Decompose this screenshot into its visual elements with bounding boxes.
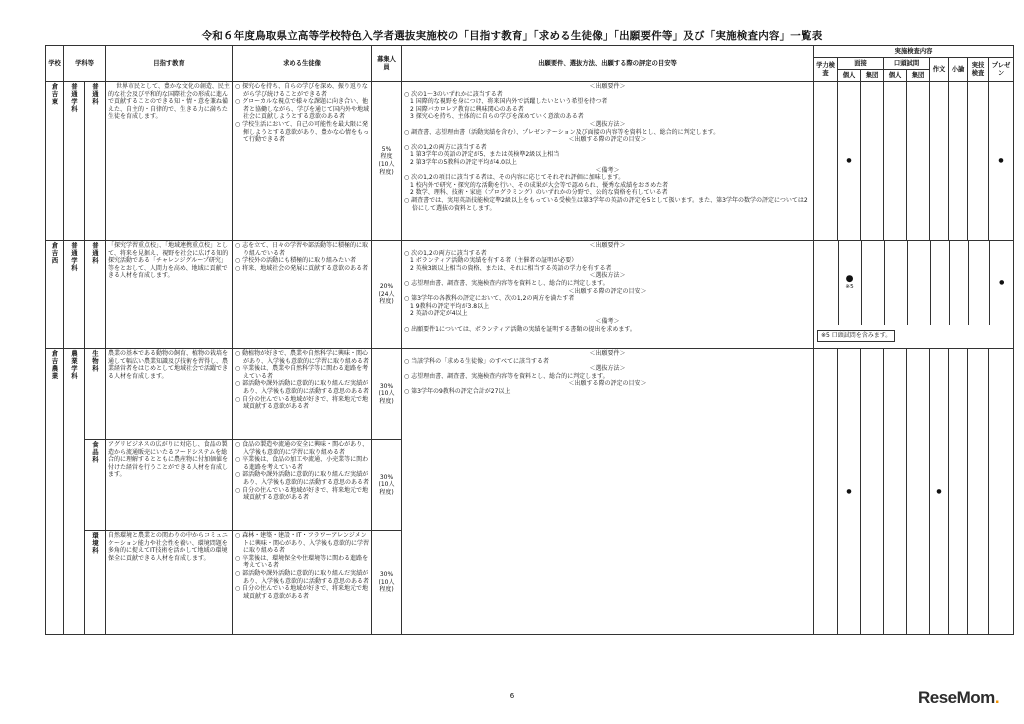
student-item: ○ 自分の住んでいる地域が好きで、将来地元で地域貢献する意欲がある者 <box>235 486 369 502</box>
mark-interview-group <box>861 82 884 241</box>
student-profile <box>233 241 372 349</box>
dept-name: 普通科 <box>85 241 106 349</box>
mark-oral-individual <box>884 82 907 241</box>
student-item: ○ 志を立て、日々の学習や部活動等に積極的に取り組んでいる者 <box>235 242 369 257</box>
requirements-heading: ＜選抜方法＞ <box>589 120 626 128</box>
requirements <box>402 241 814 349</box>
requirements-line: 2 英語の評定が4以上 <box>410 310 468 318</box>
mark-skill <box>968 349 989 635</box>
student-item: ○ 将来、地域社会の発展に貢献する意欲のある者 <box>235 264 369 272</box>
student-item: ○ 探究心を持ち、自らの学びを深め、振り返りながら学び続けることができる者 <box>235 83 368 98</box>
student-item: ○ 自分の住んでいる地域が好きで、将来地元で地域貢献する意欲がある者 <box>235 585 369 600</box>
mark-oral-individual <box>884 349 907 635</box>
requirements-line: 2 数学、理科、技術・家庭（プログラミング）のいずれかの分野で、公的な資格を有している者 <box>410 189 668 197</box>
student-profile <box>233 349 372 440</box>
requirements-line: ○ 出願要件1については、ボランティア活動の実績を証明する書類の提出を求めます。 <box>404 325 636 333</box>
quota: 30% (10人 程度) <box>372 531 402 635</box>
school-name: 倉吉農業 <box>46 349 64 635</box>
requirements-line: 1 ボランティア活動の実績を有する者（主催者の証明が必要） <box>410 257 578 265</box>
goal-text: 自然環境と農業との関わりの中からコミュニケーション能力や社会性を養い、環境問題を多角的に捉えてIT技術を活かして地域の環境保全に貢献できる人材を育成します。 <box>106 531 233 635</box>
header-dept: 学科等 <box>64 46 106 82</box>
quota: 20% (24人 程度) <box>372 241 402 349</box>
requirements-line: ○ 次の1,2の両方に該当する者 <box>404 143 487 151</box>
student-profile <box>233 440 372 531</box>
school-name: 倉吉西 <box>46 241 64 349</box>
requirements-line: ○ 調査書、志望理由書（活動実績を含む）、プレゼンテーション及び面接の内容等を資料とし、総合的に判定します。 <box>404 128 720 136</box>
header-oral: 口頭試問 <box>884 58 930 70</box>
requirements-heading: ＜出願する際の評定の目安＞ <box>568 380 647 388</box>
requirements-heading: ＜選抜方法＞ <box>589 365 626 373</box>
mark-short-essay <box>949 241 968 325</box>
header-interview-individual: 個人 <box>838 70 861 82</box>
dept-name: 生物科 <box>85 349 106 440</box>
requirements-line: ○ 次の1,2の両方に該当する者 <box>404 249 487 257</box>
header-academic: 学力検査 <box>814 58 838 82</box>
requirements-line: ○ 志望理由書、調査書、実施検査内容等を資料とし、総合的に判定します。 <box>404 279 609 287</box>
requirements <box>402 349 814 635</box>
school-name: 倉吉東 <box>46 82 64 241</box>
page-number: 6 <box>509 692 515 700</box>
student-item: ○ 部活動や課外活動に意欲的に取り組んだ実績があり、入学後も意欲的に活動する意思のある者 <box>235 380 370 395</box>
course-name: 普通学科 <box>64 241 85 349</box>
requirements <box>402 82 814 241</box>
student-profile <box>233 82 372 241</box>
mark-presentation: ● <box>989 82 1014 241</box>
header-short-essay: 小論 <box>949 58 968 82</box>
mark-essay <box>930 82 949 241</box>
requirements-line: 3 探究心を持ち、主体的に自らの学びを深めていく意欲のある者 <box>410 113 584 121</box>
header-quota: 募集人員 <box>372 46 402 82</box>
mark-presentation: ● <box>999 279 1005 287</box>
mark-oral-group <box>907 82 930 241</box>
course-name: 農業学科 <box>64 349 85 635</box>
quota: 30% (10人 程度) <box>372 349 402 440</box>
table-row <box>46 82 1014 241</box>
course-name: 普通学科 <box>64 82 85 241</box>
goal-text: 世界市民として、豊かな文化の創造、民主的な社会及び平和的な国際社会の形成に進んで貢献することのできる知・情・意を兼ね備えた、自主的・自律的で、生きる力に満ちた生徒を育成します。 <box>106 82 233 241</box>
requirements-line: ○ 次の1,2の項目に該当する者は、その内容に応じてそれぞれ評価に加味します。 <box>404 174 625 182</box>
table-row <box>46 241 1014 349</box>
student-item: ○ 卒業後は、環境保全や住環境等に関わる進路を考えている者 <box>235 554 369 570</box>
mark-skill <box>968 241 989 325</box>
mark-presentation <box>989 349 1014 635</box>
requirements-line: ○ 調査書では、実用英語技能検定準2級以上をもっている受検生は第3学年の英語の評定を5として扱います。また、第3学年の数学の評定については2倍にして選抜の資料とします。 <box>404 196 808 212</box>
mark-academic <box>814 241 838 325</box>
selection-table <box>45 45 1014 635</box>
student-item: ○ 卒業後は、食品の加工や流通、小売業等に関わる進路を考えている者 <box>235 456 369 471</box>
header-essay: 作文 <box>930 58 949 82</box>
mark-interview-group <box>861 241 884 325</box>
quota: 5% 程度 (10人 程度) <box>372 82 402 241</box>
requirements-line: 1 第3学年の英語の評定が5、または英検準2級以上相当 <box>410 151 560 159</box>
requirements-line: 2 英検3級以上相当の資格、または、それに相当する英語の学力を有する者 <box>410 264 612 272</box>
header-school: 学校 <box>46 46 64 82</box>
mark-interview-individual: ● <box>838 349 861 635</box>
mark-short-essay <box>949 349 968 635</box>
student-item: ○ 食品の製造や流通の安全に興味・関心があり、入学後も意欲的に学習に取り組める者 <box>235 441 369 456</box>
goal-text: 農業の基本である動物の飼育、植物の栽培を通して幅広い農業知識及び技術を習得し、農業経営者をはじめとして地域社会で活躍できる人材を育成します。 <box>106 349 233 440</box>
student-item: ○ グローカルな視点で様々な課題に向き合い、他者と協働しながら、学びを通じて国内外や地域社会に貢献しようとする意欲のある者 <box>235 98 370 121</box>
student-item: ○ 学校生活において、自己の可能性を最大限に発揮しようとする意欲があり、豊かな心情をもって行動できる者 <box>235 120 370 144</box>
dept-name: 普通科 <box>85 82 106 241</box>
goal-text: アグリビジネスの広がりに対応し、食品の製造から流通販売にいたるフードシステムを総合的に理解するとともに農産物に付加価値を付けた経営を行うことができる人材を育成します。 <box>106 440 233 531</box>
goal-text: 「探究学習重点校」、「地域連携重点校」として、将来を見据え、視野を社会に広げる知的探究活動である「チャレンジグループ研究」等をとおして、人間力を高め、地域に貢献できる人材を育成します。 <box>106 241 233 349</box>
mark-interview-individual: ● <box>838 82 861 241</box>
header-exam: 実施検査内容 <box>814 46 1014 58</box>
header-requirements: 出願要件、選抜方法、出願する際の評定の目安等 <box>402 46 814 82</box>
requirements-line: ○ 第3学年の各教科の評定において、次の1,2の両方を満たす者 <box>404 295 575 303</box>
mark-academic <box>814 349 838 635</box>
requirements-heading: ＜選抜方法＞ <box>589 272 626 280</box>
dept-name: 環境科 <box>85 531 106 635</box>
student-profile <box>233 531 372 635</box>
mark-essay: ● <box>930 349 949 635</box>
mark-interview-individual: ● ※5 <box>838 241 861 325</box>
header-interview-group: 集団 <box>861 70 884 82</box>
header-presentation: プレゼン <box>989 58 1014 82</box>
quota: 30% (10人 程度) <box>372 440 402 531</box>
requirements-heading: ＜出願する際の評定の目安＞ <box>568 287 647 295</box>
mark-academic <box>814 82 838 241</box>
student-item: ○ 卒業後は、農業や自然科学等に関わる進路を考えている者 <box>235 365 369 380</box>
requirements-heading: ＜備考＞ <box>595 166 620 174</box>
header-oral-group: 集団 <box>907 70 930 82</box>
requirements-line: ○ 志望理由書、調査書、実施検査内容等を資料とし、総合的に判定します。 <box>404 372 609 380</box>
mark-skill <box>968 82 989 241</box>
header-interview: 面接 <box>838 58 884 70</box>
student-item: ○ 森林・建築・建設・IT・フラワーアレンジメントに興味・関心があり、入学後も意欲的に学習に取り組める者 <box>235 532 370 555</box>
mark-essay <box>930 241 949 325</box>
mark-interview-group <box>861 349 884 635</box>
requirements-line: ○ 当該学科の「求める生徒像」のすべてに該当する者 <box>404 357 550 365</box>
student-item: ○ 自分の住んでいる地域が好きで、将来地元で地域貢献する意欲がある者 <box>235 395 369 411</box>
requirements-line: 2 国際バカロレア教育に興味関心のある者 <box>410 105 524 113</box>
requirements-line: 1 9教科の評定平均が3.8以上 <box>410 302 490 310</box>
requirements-line: 2 第3学年の5教科の評定平均が4.0以上 <box>410 158 517 166</box>
header-student: 求める生徒像 <box>233 46 372 82</box>
header-skill: 実技検査 <box>968 58 989 82</box>
resemom-logo: ReseMom. <box>918 688 1000 707</box>
mark-footnote-ref: ※5 <box>845 283 854 290</box>
table-row <box>46 349 1014 440</box>
exam-cells <box>814 241 1014 349</box>
student-item: ○ 部活動や課外活動に意欲的に取り組んだ実績があり、入学後も意欲的に活動する意思のある者 <box>235 471 370 486</box>
student-item: ○ 動植物が好きで、農業や自然科学に興味・関心があり、入学後も意欲的に学習に取り組める者 <box>235 350 370 365</box>
mark-oral-group <box>907 241 930 325</box>
header-oral-individual: 個人 <box>884 70 907 82</box>
mark-short-essay <box>949 82 968 241</box>
dept-name: 食品科 <box>85 440 106 531</box>
student-item: ○ 学校外の活動にも積極的に取り組みたい者 <box>235 257 357 265</box>
requirements-heading: ＜出願要件＞ <box>589 350 626 357</box>
exam-footnote: ※5 口頭試問を含みます。 <box>817 330 895 342</box>
header-goal: 目指す教育 <box>106 46 233 82</box>
requirements-heading: ＜出願要件＞ <box>589 242 626 249</box>
requirements-heading: ＜備考＞ <box>595 317 620 325</box>
requirements-line: 1 校内外で研究・探究的な活動を行い、その成果が大会等で認められ、優秀な成績をおさめた者 <box>410 181 669 189</box>
requirements-heading: ＜出願する際の評定の目安＞ <box>568 136 647 144</box>
student-item: ○ 部活動や課外活動に意欲的に取り組んだ実績があり、入学後も意欲的に活動する意思のある者 <box>235 569 370 585</box>
page-title: 令和６年度鳥取県立高等学校特色入学者選抜実施校の「目指す教育」「求める生徒像」「出願要件等」及び「実施検査内容」一覧表 <box>201 30 823 42</box>
mark-oral-group <box>907 349 930 635</box>
requirements-line: ○ 第3学年の9教科の評定合計が27以上 <box>404 387 511 395</box>
requirements-line: ○ 次の1～3のいずれかに該当する者 <box>404 90 503 98</box>
requirements-heading: ＜出願要件＞ <box>589 83 626 90</box>
mark-oral-individual <box>884 241 907 325</box>
requirements-line: 1 国際的な視野を身につけ、将来国内外で活躍したいという希望を持つ者 <box>410 98 608 106</box>
